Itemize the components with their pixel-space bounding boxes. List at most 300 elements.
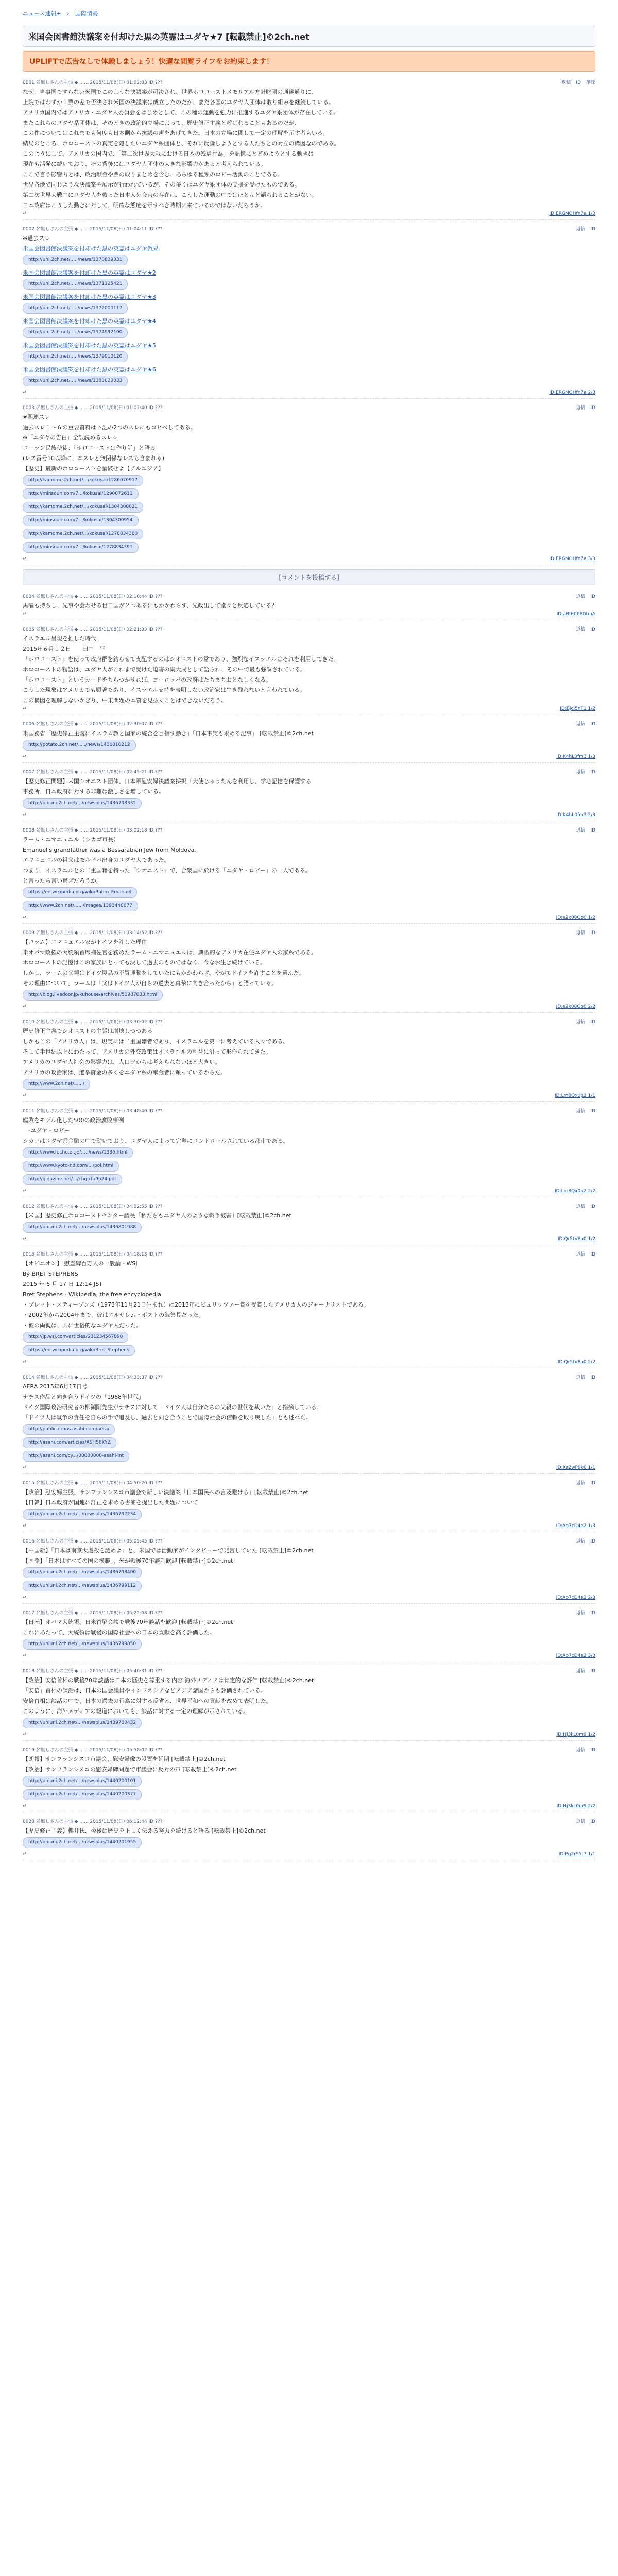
post-body xyxy=(23,777,595,811)
post-actions xyxy=(556,79,595,86)
post-action-button[interactable]: 返信 xyxy=(576,405,586,411)
url-link[interactable]: http://uniuni.2ch.net/.../newsplus/1440200377 xyxy=(23,1789,142,1800)
url-link[interactable]: http://kamome.2ch.net/.../kokusai/1286070917 xyxy=(23,475,143,486)
post-text-line: AERA 2015年6月17日号 xyxy=(23,1383,88,1390)
post-text-line: 腐敗をモデル化した500の政治腐敗事例 xyxy=(23,1117,124,1124)
post-text-line: 現在も活発に続いており、その背後にはユダヤ人団体の大きな影響力があると考えられている。 xyxy=(23,161,266,167)
post-actions xyxy=(571,1250,595,1257)
post-text-line: 【歴史修正主義】櫻井氏、今後は歴史を正しく伝える努力を続けると語る [転載禁止]©2ch.net xyxy=(23,1827,266,1834)
post-footer xyxy=(23,706,595,711)
post-body xyxy=(23,1027,595,1092)
post-action-button[interactable]: ID xyxy=(590,1252,595,1257)
post-body xyxy=(23,1755,595,1802)
post-meta: 0008 名無しさんの主張 ◆ ...... 2015/11/08(日) 03:02:18 ID:??? xyxy=(23,828,163,833)
post xyxy=(23,77,595,220)
post-text-line: Bret Stephens - Wikipedia, the free encyclopedia xyxy=(23,1291,161,1298)
post-action-button[interactable]: ID xyxy=(590,1748,595,1753)
post-header xyxy=(23,1374,595,1380)
post-header xyxy=(23,1818,595,1824)
post-text-line: こうした現象はアメリカでも顕著であり、イスラエル支持を表明しない政治家は生き残れないと言われている。 xyxy=(23,687,306,693)
post-text-line: 第二次世界大戦中にユダヤ人を救った日本人外交官の存在は、こうした運動の中ではほとんど語られることがない。 xyxy=(23,192,317,198)
thread-link[interactable]: 米国会図書館決議案を付却けた黒の英霊はユダヤ★2 xyxy=(23,269,156,276)
post-text-line: なぜ、当事国ですらない米国でこのような決議案が可決され、世界ホロコーストメモリアル方針財団の通達通りに、 xyxy=(23,89,317,95)
post-action-button[interactable]: ID xyxy=(590,594,595,599)
post-text-line: 結局のところ、ホロコーストの真実を隠したいユダヤ系団体と、それに反論しようとする人たちとの対立の構図なのである。 xyxy=(23,140,340,147)
reply-icon[interactable]: ↵ xyxy=(23,1360,27,1365)
post-header xyxy=(23,1107,595,1114)
post-actions xyxy=(571,625,595,632)
post-meta: 0004 名無しさんの主張 ◆ ...... 2015/11/08(日) 02:10:44 ID:??? xyxy=(23,594,163,599)
post xyxy=(23,1477,595,1532)
breadcrumb-item[interactable]: 国際情勢 xyxy=(75,10,98,17)
post-body xyxy=(23,88,595,210)
post-meta: 0006 名無しさんの主張 ◆ ...... 2015/11/08(日) 02:30:07 ID:??? xyxy=(23,722,163,727)
post xyxy=(23,402,595,565)
post-action-button[interactable]: ID xyxy=(590,1109,595,1114)
post-text-line: 【オピニオン】 慰霊碑百万人の一般論 - WSJ xyxy=(23,1260,138,1267)
post-text-line: ※関連スレ xyxy=(23,414,50,420)
url-link[interactable]: http://www.kyoto-nd.com/.../pol.html xyxy=(23,1161,119,1172)
post-text-line: 「ホロコースト」というカードをちらつかせれば、ヨーロッパの政府はたちまちおとなしくなる。 xyxy=(23,676,272,683)
post-footer xyxy=(23,1189,595,1194)
reply-icon[interactable]: ↵ xyxy=(23,1804,27,1809)
post-header xyxy=(23,1479,595,1486)
post-actions xyxy=(571,1667,595,1674)
post-text-line: そして半世紀以上にわたって、アメリカの外交政策はイスラエルの利益に沿って形作られてきた。 xyxy=(23,1048,271,1055)
post-action-button[interactable]: 削除 xyxy=(586,80,595,86)
post-text-line: 【政治】慰安婦主張、サンフランシスコ市議会で新しい決議案「日本国民への言及避ける」[転載禁止]©2ch.net xyxy=(23,1489,308,1496)
post-text-line: 事務所、日本政府に対する非難は激しさを増している。 xyxy=(23,788,164,795)
post xyxy=(23,223,595,399)
url-link[interactable]: http://uniuni.2ch.net/.../newsplus/1436799850 xyxy=(23,1639,142,1650)
poster-id-link[interactable]: ID:ERGNOHfn7a 3/3 xyxy=(549,556,595,562)
post-body xyxy=(23,835,595,913)
poster-id-link[interactable]: ID:Hj3kL0m9 1/2 xyxy=(556,1732,595,1737)
url-link[interactable]: http://uni.2ch.net/...../news/1370839331 xyxy=(23,255,128,265)
post-footer xyxy=(23,754,595,759)
thread-link[interactable]: 米国会図書館決議案を付却けた黒の英霊はユダヤ教界 xyxy=(23,245,159,252)
post-actions xyxy=(571,1202,595,1209)
post-action-button[interactable]: ID xyxy=(590,1481,595,1486)
post-action-button[interactable]: 返信 xyxy=(576,1539,586,1544)
reply-icon[interactable]: ↵ xyxy=(23,812,27,818)
poster-id-link[interactable]: ID:K4hL0fm3 1/3 xyxy=(556,754,595,759)
thread-link[interactable]: 米国会図書館決議案を付却けた黒の英霊はユダヤ★5 xyxy=(23,342,156,349)
post-action-button[interactable]: 返信 xyxy=(576,1748,586,1753)
reply-icon[interactable]: ↵ xyxy=(23,1236,27,1242)
url-link[interactable]: http://minsoun.com/7.../kokusai/1290072611 xyxy=(23,488,139,499)
post-header xyxy=(23,929,595,936)
post-footer xyxy=(23,1653,595,1658)
post-text-line: 安倍首相は談話の中で、日本の過去の行為に対する反省と、世界平和への貢献を改めて表明した。 xyxy=(23,1698,272,1704)
post-action-button[interactable]: 返信 xyxy=(576,828,586,833)
post-text-line: 【政治】サンフランシスコの慰安婦碑問題で市議会に反対の声 [転載禁止]©2ch.net xyxy=(23,1766,237,1773)
post xyxy=(23,927,595,1013)
thread-link[interactable]: 米国会図書館決議案を付却けた黒の英霊はユダヤ★4 xyxy=(23,318,156,325)
poster-id-link[interactable]: ID:Lm8Qx0p2 1/1 xyxy=(554,1093,595,1098)
post-text-line: と言ったら言い過ぎだろうか。 xyxy=(23,877,102,884)
post-meta: 0001 名無しさんの主張 ◆ ...... 2015/11/08(日) 01:02:03 ID:??? xyxy=(23,80,163,86)
post-body xyxy=(23,234,595,388)
post-text-line: 【日韓】日本政府が国連に訂正を求める書簡を提出した問題について xyxy=(23,1499,198,1506)
url-link[interactable]: http://uniuni.2ch.net/.../newsplus/1436799112 xyxy=(23,1581,142,1591)
url-link[interactable]: http://kamome.2ch.net/.../kokusai/1304300021 xyxy=(23,502,143,513)
post-text-line: これにあたって、大統領は戦後の国際社会への日本の貢献を高く評価した。 xyxy=(23,1629,215,1636)
post-text-line: つまり、イスラエルとの二重国籍を持った「シオニスト」で、合衆国に於ける「ユダヤ・ロビー」の一人である。 xyxy=(23,867,311,874)
post-actions xyxy=(571,1537,595,1544)
post-meta: 0011 名無しさんの主張 ◆ ...... 2015/11/08(日) 03:48:40 ID:??? xyxy=(23,1109,163,1114)
post-footer xyxy=(23,211,595,216)
post-action-button[interactable]: 返信 xyxy=(576,1109,586,1114)
poster-id-link[interactable]: ID:ERGNOHfn7a 2/3 xyxy=(549,390,595,395)
post-footer xyxy=(23,1595,595,1600)
poster-id-link[interactable]: ID:Bjcl5nT1 1/2 xyxy=(560,706,595,711)
post-body xyxy=(23,1488,595,1522)
post-text-line: ドイツ国際政治研究者の柳瀬剛先生がナチスに対して「ドイツ人は自分たちの父親の世代を裁いた」と指摘している。 xyxy=(23,1404,322,1411)
post-text-line: 米オバマ政権の大統領首席補佐官を務めたラーム・エマニュエルは、典型的なアメリカ在住ユダヤ人の家系である。 xyxy=(23,949,317,956)
reply-icon[interactable]: ↵ xyxy=(23,390,27,395)
reply-icon[interactable]: ↵ xyxy=(23,211,27,216)
post-action-button[interactable]: ID xyxy=(590,405,595,411)
post-action-button[interactable]: 返信 xyxy=(576,722,586,727)
post-text-line: 【国際】「日本はすべての国の模範」、米が戦後70年談話歓迎 [転載禁止]©2ch.net xyxy=(23,1557,233,1564)
post-footer xyxy=(23,556,595,562)
post-header xyxy=(23,1250,595,1257)
post-header xyxy=(23,1202,595,1209)
post-text-line: 日本政府はこうした動きに対して、明確な態度を示すべき時期に来ているのではないだろうか。 xyxy=(23,202,266,209)
post xyxy=(23,1016,595,1102)
post-text-line: アメリカ国内ではアメリカ・ユダヤ人委員会をはじめとして、この種の運動を強力に推進するユダヤ系団体が存在している。 xyxy=(23,109,339,116)
post-meta: 0003 名無しさんの主張 ◆ ...... 2015/11/08(日) 01:07:40 ID:??? xyxy=(23,405,163,411)
post-text-line: ・彼の両親は、共に世俗的なユダヤ人だった。 xyxy=(23,1322,142,1329)
poster-id-link[interactable]: ID:e2x08Oo0 1/2 xyxy=(556,915,595,920)
post-action-button[interactable]: 返信 xyxy=(576,627,586,632)
url-link[interactable]: http://www.2ch.net/....../images/1393440077 xyxy=(23,901,138,911)
post-header xyxy=(23,625,595,632)
post-action-button[interactable]: 返信 xyxy=(561,80,571,86)
promo-notice[interactable]: UPLIFTで広告なしで体験しましょう！快適な閲覧ライフをお約束します！ xyxy=(23,51,595,72)
post-text-line: エマニュエルの祖父はモルドバ出身のユダヤ人であった。 xyxy=(23,857,170,863)
post-actions xyxy=(571,1818,595,1824)
reply-icon[interactable]: ↵ xyxy=(23,556,27,562)
post-meta: 0010 名無しさんの主張 ◆ ...... 2015/11/08(日) 03:30:02 ID:??? xyxy=(23,1020,163,1025)
post-header xyxy=(23,826,595,833)
poster-id-link[interactable]: ID:Pq2rS5t7 1/1 xyxy=(558,1852,595,1857)
post-action-button[interactable]: ID xyxy=(590,227,595,232)
poster-id-link[interactable]: ID:Qr5tV8a0 1/2 xyxy=(557,1236,595,1242)
reply-icon[interactable]: ↵ xyxy=(23,1465,27,1470)
reply-icon[interactable]: ↵ xyxy=(23,1093,27,1098)
post-actions xyxy=(571,1107,595,1114)
post-actions xyxy=(571,1018,595,1025)
url-link[interactable]: http://uni.2ch.net/...../news/1374992100 xyxy=(23,327,128,338)
post-body xyxy=(23,413,595,555)
reply-icon[interactable]: ↵ xyxy=(23,1004,27,1009)
post-header xyxy=(23,1537,595,1544)
post-text-line: アメリカのユダヤ人社会の影響力は、人口比からは考えられないほど大きい。 xyxy=(23,1059,221,1065)
post-footer xyxy=(23,1852,595,1857)
url-link[interactable]: http://uniuni.2ch.net/.../newsplus/1436801988 xyxy=(23,1222,142,1233)
post-footer xyxy=(23,812,595,818)
post-meta: 0013 名無しさんの主張 ◆ ...... 2015/11/08(日) 04:18:13 ID:??? xyxy=(23,1252,163,1257)
post-header xyxy=(23,1018,595,1025)
url-link[interactable]: http://uniuni.2ch.net/.../newsplus/1440201955 xyxy=(23,1837,142,1848)
post-text-line: 【歴史修正問題】米国シオニスト団体、日本軍慰安婦決議案採択「大使じゅうたんを利用し、学心記憶を保護する xyxy=(23,778,312,785)
post-body xyxy=(23,729,595,753)
url-link[interactable]: http://uniuni.2ch.net/.../newsplus/1436798332 xyxy=(23,798,142,809)
post-meta: 0018 名無しさんの主張 ◆ ...... 2015/11/08(日) 05:40:31 ID:??? xyxy=(23,1669,163,1674)
post-text-line: 黒噛も持ちし、先事や会わせる世日国が２つあるにもかかわらず、先政出して堂々と反応している？ xyxy=(23,602,278,609)
poster-id-link[interactable]: ID:Lm8Qx0p2 2/2 xyxy=(554,1189,595,1194)
post-text-line: (レス番号10以降に、本スレと無関係なレスも含まれる) xyxy=(23,455,164,462)
url-link[interactable]: http://asahi.com/articles/ASH56KYZ xyxy=(23,1437,116,1448)
post-footer xyxy=(23,1093,595,1098)
post-actions xyxy=(571,1479,595,1486)
post-text-line: ・2002年から2004年まで、彼はエルサレム・ポストの編集長だった。 xyxy=(23,1312,204,1318)
post-action-button[interactable]: 返信 xyxy=(576,930,586,936)
post-text-line: しかし、ラームの父親はドイツ製品の不買運動をしていたにもかかわらず、やがてドイツを許すことを選んだ。 xyxy=(23,970,305,976)
post-text-line: 【コラム】エマニュエル家がドイツを許した理由 xyxy=(23,939,147,945)
url-link[interactable]: http://potato.2ch.net/...../news/1436810212 xyxy=(23,740,136,751)
poster-id-link[interactable]: ID:Ab7cD4e2 1/3 xyxy=(556,1523,595,1529)
post-meta: 0014 名無しさんの主張 ◆ ...... 2015/11/08(日) 04:33:37 ID:??? xyxy=(23,1375,163,1380)
post-action-button[interactable]: ID xyxy=(590,828,595,833)
post-body xyxy=(23,1259,595,1358)
post-action-button[interactable]: ID xyxy=(590,1020,595,1025)
post-text-line: ここで言う影響力とは、政治献金や票の取りまとめを含む、あらゆる種類のロビー活動のことである。 xyxy=(23,171,283,178)
post-text-line: ホロコーストの記憶はこの家族にとっても決して過去のものではなく、今なお生き続けている。 xyxy=(23,959,266,966)
url-link[interactable]: http://uniuni.2ch.net/.../newsplus/1436792234 xyxy=(23,1509,142,1520)
url-link[interactable]: http://uni.2ch.net/...../news/1383020033 xyxy=(23,376,128,386)
post-action-button[interactable]: 返信 xyxy=(576,227,586,232)
post xyxy=(23,1665,595,1741)
post-text-line: この構図を理解しないかぎり、中東問題の本質を見抜くことはできないだろう。 xyxy=(23,697,227,704)
url-link[interactable]: http://www.fuchu.or.jp/...../news/1336.html xyxy=(23,1147,133,1158)
post xyxy=(23,1535,595,1604)
url-link[interactable]: http://asahi.com/cy.../00000000-asahi-int xyxy=(23,1451,129,1462)
post-actions xyxy=(571,592,595,599)
post-action-button[interactable]: 返信 xyxy=(576,1204,586,1209)
reply-icon[interactable]: ↵ xyxy=(23,1523,27,1529)
thread-link[interactable]: 米国会図書館決議案を付却けた黒の英霊はユダヤ★3 xyxy=(23,294,156,300)
post-meta: 0012 名無しさんの主張 ◆ ...... 2015/11/08(日) 04:02:55 ID:??? xyxy=(23,1204,163,1209)
url-link[interactable]: https://en.wikipedia.org/wiki/Bret_Stephens xyxy=(23,1345,135,1356)
post-text-line: 【政治】安倍首相の戦後70年談話は日本の歴史を尊重する内容 海外メディアは肯定的な評価 [転載禁止]©2ch.net xyxy=(23,1677,314,1684)
reply-icon[interactable]: ↵ xyxy=(23,1732,27,1737)
post-text-line: 2015年６月１２日 田中 平 xyxy=(23,646,105,652)
thread-link[interactable]: 米国会図書館決議案を付却けた黒の英霊はユダヤ★6 xyxy=(23,366,156,373)
post-text-line: このように、海外メディアの報道においても、談話に対する一定の理解が示されている。 xyxy=(23,1708,249,1715)
poster-id-link[interactable]: ID:Hj3kL0m9 2/2 xyxy=(556,1804,595,1809)
post xyxy=(23,1105,595,1197)
post xyxy=(23,718,595,763)
post-action-button[interactable]: ID xyxy=(590,770,595,775)
url-link[interactable]: https://en.wikipedia.org/wiki/Rahm_Emanuel xyxy=(23,887,137,898)
post-body xyxy=(23,1382,595,1464)
post-header xyxy=(23,1609,595,1616)
post-body xyxy=(23,1618,595,1652)
post-text-line: 【朗報】サンフランシスコ市議会、慰安婦像の設置を延期 [転載禁止]©2ch.net xyxy=(23,1756,226,1762)
post-footer xyxy=(23,1236,595,1242)
post-list xyxy=(23,824,595,1860)
post-body xyxy=(23,1826,595,1850)
url-link[interactable]: http://uni.2ch.net/...../news/1379010120 xyxy=(23,351,128,362)
post xyxy=(23,623,595,715)
reply-icon[interactable]: ↵ xyxy=(23,1595,27,1600)
post-text-line: 過去スレ１～６の重要資料は下記の2つのスレにもコピペしてある。 xyxy=(23,424,196,431)
poster-id-link[interactable]: ID:Xz2wP9k0 1/1 xyxy=(556,1465,595,1470)
post-list xyxy=(23,77,595,565)
url-link[interactable]: http://www.2ch.net/....../ xyxy=(23,1079,90,1090)
post-text-line: コーラン民族使徒：「ホロコーストは作り話」と語る xyxy=(23,445,156,451)
post-text-line: By BRET STEPHENS xyxy=(23,1270,78,1277)
post-actions xyxy=(571,1374,595,1380)
post-text-line: ※「ユダヤの告白」全訳読めるスレ☆ xyxy=(23,434,118,441)
post-action-button[interactable]: ID xyxy=(576,80,581,86)
post-text-line: 「ホロコースト」を使って政府群を釣らせて支配するのはシオニストの常であり、強烈なイスラエルはそれを利用してきた。 xyxy=(23,656,339,663)
post-text-line: イスラエル呈現を推した時代 xyxy=(23,635,96,642)
url-link[interactable]: http://uni.2ch.net/...../news/1372000117 xyxy=(23,303,128,314)
post xyxy=(23,1200,595,1245)
post-text-line: 【日米】オバマ大統領、日米首脳会談で戦後70年談話を歓迎 [転載禁止]©2ch.net xyxy=(23,1619,233,1625)
reply-icon[interactable]: ↵ xyxy=(23,915,27,920)
url-link[interactable]: http://publications.asahi.com/aera/ xyxy=(23,1424,115,1435)
post-text-line: 「ドイツ人は戦争の責任を自らの手で追及し、過去と向き合うことで国際社会の信頼を取り戻した」とも述べた。 xyxy=(23,1414,312,1421)
post-text-line: 「安倍」首相の談話は、日本の国会議員やインドネシアなどアジア諸国からも評価されている。 xyxy=(23,1687,266,1694)
url-link[interactable]: http://blog.livedoor.jp/kuhouse/archives/51987033.html xyxy=(23,990,163,1001)
post-text-line: 【中国新】「日本は南京大虐殺を認めよ」と、米国では活動家がインタビューで発言していた [転載禁止]©2ch.net xyxy=(23,1547,314,1554)
post-action-button[interactable]: ID xyxy=(590,1669,595,1674)
post-footer xyxy=(23,1004,595,1009)
post-body xyxy=(23,601,595,610)
post-text-line: -ユダヤ・ロビー xyxy=(23,1127,70,1134)
post-actions xyxy=(571,826,595,833)
poster-id-link[interactable]: ID:ERGNOHfn7a 1/3 xyxy=(549,211,595,216)
url-link[interactable]: http://minsoun.com/7.../kokusai/1304300954 xyxy=(23,515,139,526)
post-action-button[interactable]: ID xyxy=(590,1375,595,1380)
url-link[interactable]: http://jp.wsj.com/articles/SB1234567890 xyxy=(23,1332,128,1343)
post-body xyxy=(23,1116,595,1187)
url-link[interactable]: http://minsoun.com/7.../kokusai/1278834391 xyxy=(23,542,139,553)
post-header xyxy=(23,1667,595,1674)
post-body xyxy=(23,938,595,1003)
post-meta: 0015 名無しさんの主張 ◆ ...... 2015/11/08(日) 04:50:20 ID:??? xyxy=(23,1481,163,1486)
post-action-button[interactable]: 返信 xyxy=(576,594,586,599)
post-actions xyxy=(571,720,595,727)
post-actions xyxy=(571,404,595,411)
post-footer xyxy=(23,1465,595,1470)
post-action-button[interactable]: 返信 xyxy=(576,1020,586,1025)
poster-id-link[interactable]: ID:Ab7cD4e2 3/3 xyxy=(556,1653,595,1658)
post-action-button[interactable]: ID xyxy=(590,1204,595,1209)
post-action-button[interactable]: 返信 xyxy=(576,770,586,775)
post-text-line: ※過去スレ xyxy=(23,235,50,242)
post-meta: 0019 名無しさんの主張 ◆ ...... 2015/11/08(日) 05:58:02 ID:??? xyxy=(23,1748,163,1753)
post-text-line: またこれらのユダヤ系団体は、そのときの政治的立場によって、歴史修正主義と呼ばれることもあるのだが、 xyxy=(23,120,300,126)
post-action-button[interactable]: ID xyxy=(590,1819,595,1824)
post-action-button[interactable]: 返信 xyxy=(576,1669,586,1674)
poster-id-link[interactable]: ID:Ab7cD4e2 2/3 xyxy=(556,1595,595,1600)
post-action-button[interactable]: 返信 xyxy=(576,1375,586,1380)
post-header xyxy=(23,768,595,775)
post-footer xyxy=(23,390,595,395)
url-link[interactable]: http://uniuni.2ch.net/.../newsplus/1440200101 xyxy=(23,1776,142,1787)
post-action-button[interactable]: ID xyxy=(590,627,595,632)
post-text-line: アメリカの政治家は、選挙資金の多くをユダヤ系の献金者に頼っているからだ。 xyxy=(23,1069,227,1076)
post-text-line: 上院ではわずか１票の差で否決され米国の決議案は成立したのだが、まだ各国のユダヤ人団体は取り組みを継続している。 xyxy=(23,99,334,106)
post xyxy=(23,824,595,924)
poster-id-link[interactable]: ID:aBtE06R0tmA xyxy=(556,612,595,617)
post-text-line: 【米国】歴史修正ホロコーストセンター議長「私たちもユダヤ人のような戦争被害」[転載禁止]©2ch.net xyxy=(23,1212,291,1219)
poster-id-link[interactable]: ID:K4hL0fm3 2/3 xyxy=(556,812,595,818)
poster-id-link[interactable]: ID:Qr5tV8a0 2/2 xyxy=(557,1360,595,1365)
reply-icon[interactable]: ↵ xyxy=(23,1189,27,1194)
post xyxy=(23,1744,595,1812)
post-action-button[interactable]: 返信 xyxy=(576,1252,586,1257)
post-body xyxy=(23,1546,595,1594)
post-meta: 0005 名無しさんの主張 ◆ ...... 2015/11/08(日) 02:21:33 ID:??? xyxy=(23,627,163,632)
post-text-line: ・ブレット・スティーブンズ（1973年11月21日生まれ）は2013年にピュリッツァー賞を受賞したアメリカ人のジャーナリストである。 xyxy=(23,1301,370,1308)
post xyxy=(23,766,595,821)
post-action-button[interactable]: ID xyxy=(590,1539,595,1544)
post-footer xyxy=(23,915,595,920)
url-link[interactable]: http://uni.2ch.net/...../news/1371125421 xyxy=(23,279,128,290)
post-action-button[interactable]: 返信 xyxy=(576,1611,586,1616)
post-text-line: 世界各地で同じような決議案や展示が行われているが、その多くはユダヤ系団体の支援を受けたものである。 xyxy=(23,181,300,188)
post-header xyxy=(23,1746,595,1753)
reply-icon[interactable]: ↵ xyxy=(23,1653,27,1658)
post-action-button[interactable]: ID xyxy=(590,1611,595,1616)
reply-icon[interactable]: ↵ xyxy=(23,754,27,759)
post-meta: 0009 名無しさんの主張 ◆ ...... 2015/11/08(日) 03:14:52 ID:??? xyxy=(23,930,163,936)
post-footer xyxy=(23,1732,595,1737)
post xyxy=(23,590,595,620)
url-link[interactable]: http://gigazine.net/.../chgtrfu9b24.pdf xyxy=(23,1174,122,1185)
post-text-line: ホロコーストの物語は、ユダヤ人がこれまで受けた迫害の集大成として語られ、その中で最も強調されている。 xyxy=(23,666,306,673)
post-text-line: ラーム・エマニュエル（シカゴ市長） xyxy=(23,836,119,843)
thread-title: 米国会図書館決議案を付却けた黒の英霊はユダヤ★7 [転載禁止]©2ch.net xyxy=(23,26,595,47)
post-text-line: 歴史修正主義でシオニストの主張は崩壊しつつある xyxy=(23,1028,153,1035)
post-meta: 0007 名無しさんの主張 ◆ ...... 2015/11/08(日) 02:45:21 ID:??? xyxy=(23,770,163,775)
post-action-button[interactable]: 返信 xyxy=(576,1481,586,1486)
reply-icon[interactable]: ↵ xyxy=(23,612,27,617)
poster-id-link[interactable]: ID:e2x08Oo0 2/2 xyxy=(556,1004,595,1009)
post-text-line: このようにして、アメリカの国内で、「第二次世界大戦における日本の残虐行為」を記憶にとどめようとする動きは xyxy=(23,150,314,157)
page xyxy=(23,0,595,1860)
show-more-button[interactable]: [コメントを投稿する] xyxy=(23,569,595,585)
post-body xyxy=(23,634,595,705)
url-link[interactable]: http://uniuni.2ch.net/.../newsplus/1439700432 xyxy=(23,1718,142,1728)
reply-icon[interactable]: ↵ xyxy=(23,706,27,711)
post-body xyxy=(23,1676,595,1731)
post-text-line: ナチス作品と向き合うドイツの「1968年世代」 xyxy=(23,1394,145,1400)
post-action-button[interactable]: ID xyxy=(590,930,595,936)
post-actions xyxy=(571,1746,595,1753)
breadcrumb-item[interactable]: ニュース速報+ xyxy=(23,10,61,17)
url-link[interactable]: http://kamome.2ch.net/.../kokusai/1278834380 xyxy=(23,529,143,539)
post-text-line: シカゴはユダヤ系金融の中で動いており、ユダヤ人によって完璧にコントロールされている都市である。 xyxy=(23,1138,289,1144)
post-footer xyxy=(23,1804,595,1809)
reply-icon[interactable]: ↵ xyxy=(23,1852,27,1857)
post-action-button[interactable]: ID xyxy=(590,722,595,727)
post-body xyxy=(23,1211,595,1235)
post-text-line: Emanuel's grandfather was a Bessarabian Jew from Moldova. xyxy=(23,846,196,853)
post-action-button[interactable]: 返信 xyxy=(576,1819,586,1824)
post-text-line: 2015 年 6 月 17 日 12:14 JST xyxy=(23,1281,103,1287)
post-footer xyxy=(23,612,595,617)
url-link[interactable]: http://uniuni.2ch.net/.../newsplus/1436798400 xyxy=(23,1567,142,1578)
post-text-line: しかもこの「アメリカ人」は、現実には二重国籍者であり、イスラエルを第一に考えている人々である。 xyxy=(23,1038,289,1045)
